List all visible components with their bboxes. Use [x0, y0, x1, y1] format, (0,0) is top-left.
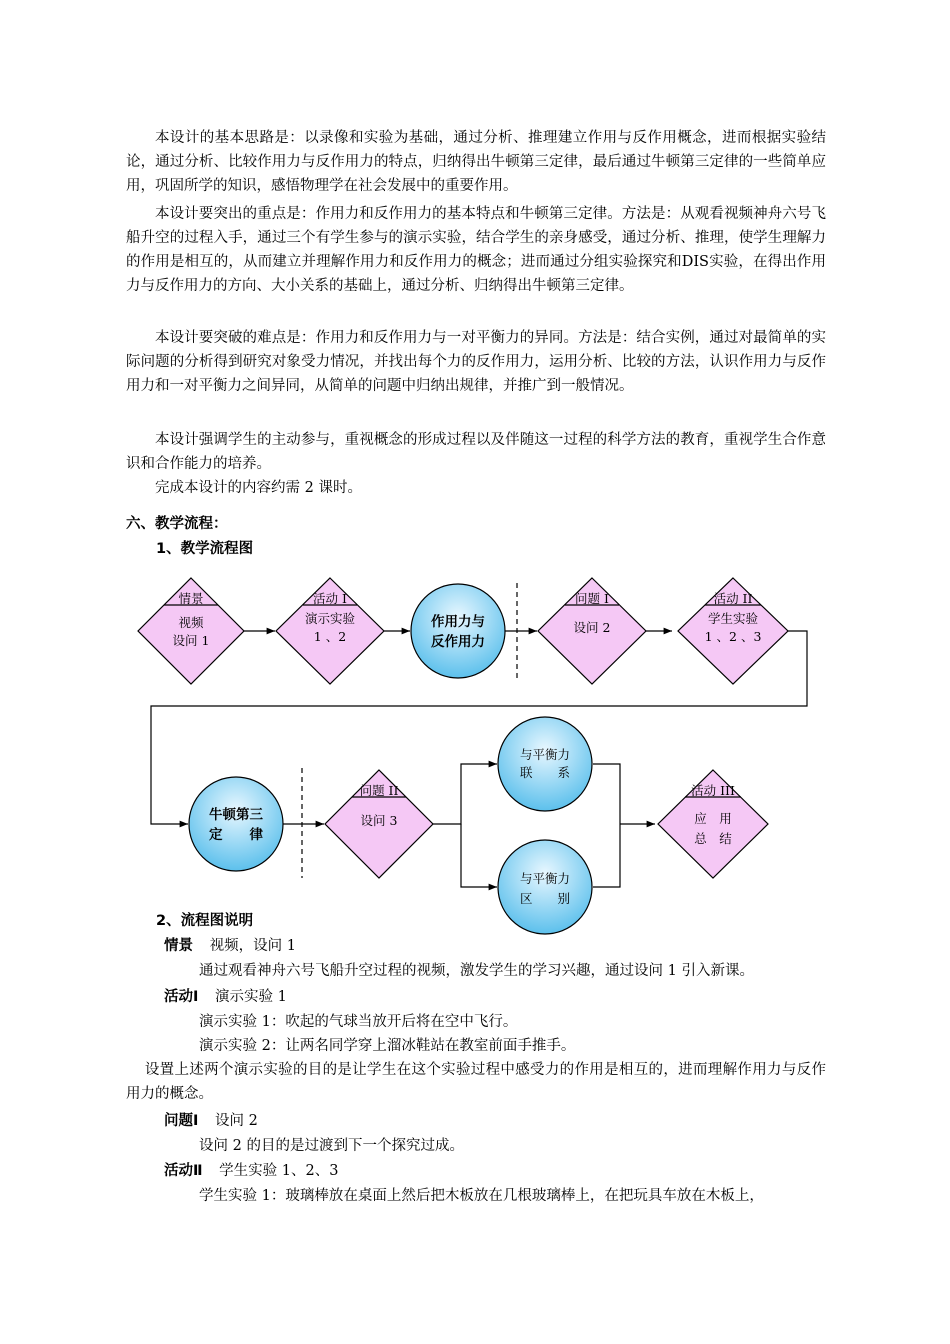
explain-question-1-label: 问题Ⅰ [164, 1113, 199, 1129]
section-title: 六、教学流程： [126, 516, 228, 532]
c2-line1: 牛顿第三 [209, 807, 263, 823]
d1-top-label: 情景 [178, 591, 204, 606]
circle-balance-difference [498, 840, 592, 934]
d5-top-label: 问题 II [359, 783, 399, 798]
c4-line2: 区 别 [519, 891, 571, 906]
d4-top-label: 活动 II [713, 591, 753, 606]
arrow-7a [593, 764, 620, 824]
d5-line1: 设问 3 [360, 813, 398, 828]
paragraph-key-points: 本设计要突出的重点是：作用力和反作用力的基本特点和牛顿第三定律。方法是：从观看视频神舟六号飞船升空的过程入手，通过三个有学生参与的演示实验，结合学生的亲身感受，通过分析、推理，使学生理解力的作用是相互的，从而建立并理解作用力和反作用力的概念；进而通过分组实验探究和DIS实验，在得出作用力与反作用力的方向、大小关系的基础上，通过分析、归纳得出牛顿第三定律。 [126, 206, 826, 294]
c1-line1: 作用力与 [431, 614, 485, 630]
c1-line2: 反作用力 [431, 634, 485, 650]
explain-question-1-title: 设问 2 [215, 1113, 258, 1129]
explain-activity-1-label: 活动Ⅰ [164, 989, 199, 1005]
explain-activity-1-text1: 演示实验 1：吹起的气球当放开后将在空中飞行。 [199, 1014, 518, 1030]
c3-line2: 联 系 [519, 765, 571, 780]
d3-top-label: 问题 I [575, 591, 609, 606]
arrow-6b [461, 824, 497, 887]
paragraph-difficulties: 本设计要突破的难点是：作用力和反作用力与一对平衡力的异同。方法是：结合实例，通过对最简单的实际问题的分析得到研究对象受力情况，并找出每个力的反作用力，运用分析、比较的方法，认识作用力与反作用力和一对平衡力之间异同，从简单的问题中归纳出规律，并推广到一般情况。 [126, 330, 826, 394]
paragraph-duration: 完成本设计的内容约需 2 课时。 [155, 480, 362, 496]
flowchart-title: 1、教学流程图 [156, 541, 254, 557]
d2-line2: 1 、2 [313, 629, 347, 644]
c4-line1: 与平衡力 [519, 871, 571, 886]
d1-line1: 视频 [178, 615, 204, 630]
d6-line1: 应 用 [694, 811, 732, 826]
d4-line2: 1 、2 、3 [704, 629, 762, 644]
circle-action-reaction [411, 584, 505, 678]
explain-question-1-row [164, 1109, 258, 1133]
explain-activity-2-text: 学生实验 1：玻璃棒放在桌面上然后把木板放在几根玻璃棒上，在把玩具车放在木板上， [199, 1188, 764, 1204]
c3-line1: 与平衡力 [519, 747, 571, 762]
d2-line1: 演示实验 [304, 611, 356, 626]
explain-scenario-text: 通过观看神舟六号飞船升空过程的视频，激发学生的学习兴趣，通过设问 1 引入新课。 [199, 963, 754, 979]
d4-line1: 学生实验 [707, 611, 759, 626]
explain-scenario-row [164, 934, 296, 958]
paragraph-basic-idea: 本设计的基本思路是：以录像和实验为基础，通过分析、推理建立作用与反作用概念，进而根据实验结论，通过分析、比较作用力与反作用力的特点，归纳得出牛顿第三定律，最后通过牛顿第三定律的一些简单应用，巩固所学的知识，感悟物理学在社会发展中的重要作用。 [126, 130, 826, 194]
explain-scenario-title: 视频，设问 1 [209, 938, 296, 954]
d1-line2: 设问 1 [172, 633, 210, 648]
d6-line2: 总 结 [694, 831, 732, 846]
d3-line1: 设问 2 [573, 620, 611, 635]
explain-activity-2-row [164, 1159, 338, 1183]
explain-activity-1-text2: 演示实验 2：让两名同学穿上溜冰鞋站在教室前面手推手。 [199, 1038, 576, 1054]
paragraph-participation: 本设计强调学生的主动参与，重视概念的形成过程以及伴随这一过程的科学方法的教育，重视学生合作意识和合作能力的培养。 [126, 432, 826, 472]
explain-activity-1-text3: 设置上述两个演示实验的目的是让学生在这个实验过程中感受力的作用是相互的，进而理解作用力与反作用力的概念。 [126, 1062, 826, 1102]
c2-line2: 定 律 [209, 827, 263, 843]
circle-balance-relation [498, 717, 592, 811]
d2-top-label: 活动 I [313, 591, 347, 606]
explain-scenario-label: 情景 [164, 938, 193, 954]
arrow-7b [593, 824, 620, 887]
arrow-6a [433, 764, 497, 824]
explain-activity-1-row [164, 985, 287, 1009]
explain-activity-2-label: 活动Ⅱ [164, 1163, 203, 1179]
explanation-title: 2、流程图说明 [156, 913, 254, 929]
circle-newton-third-law [189, 777, 283, 871]
d6-top-label: 活动 III [691, 783, 735, 798]
explain-question-1-text: 设问 2 的目的是过渡到下一个探究过成。 [199, 1138, 464, 1154]
explain-activity-1-title: 演示实验 1 [215, 989, 287, 1005]
explain-activity-2-title: 学生实验 1、2、3 [219, 1163, 339, 1179]
